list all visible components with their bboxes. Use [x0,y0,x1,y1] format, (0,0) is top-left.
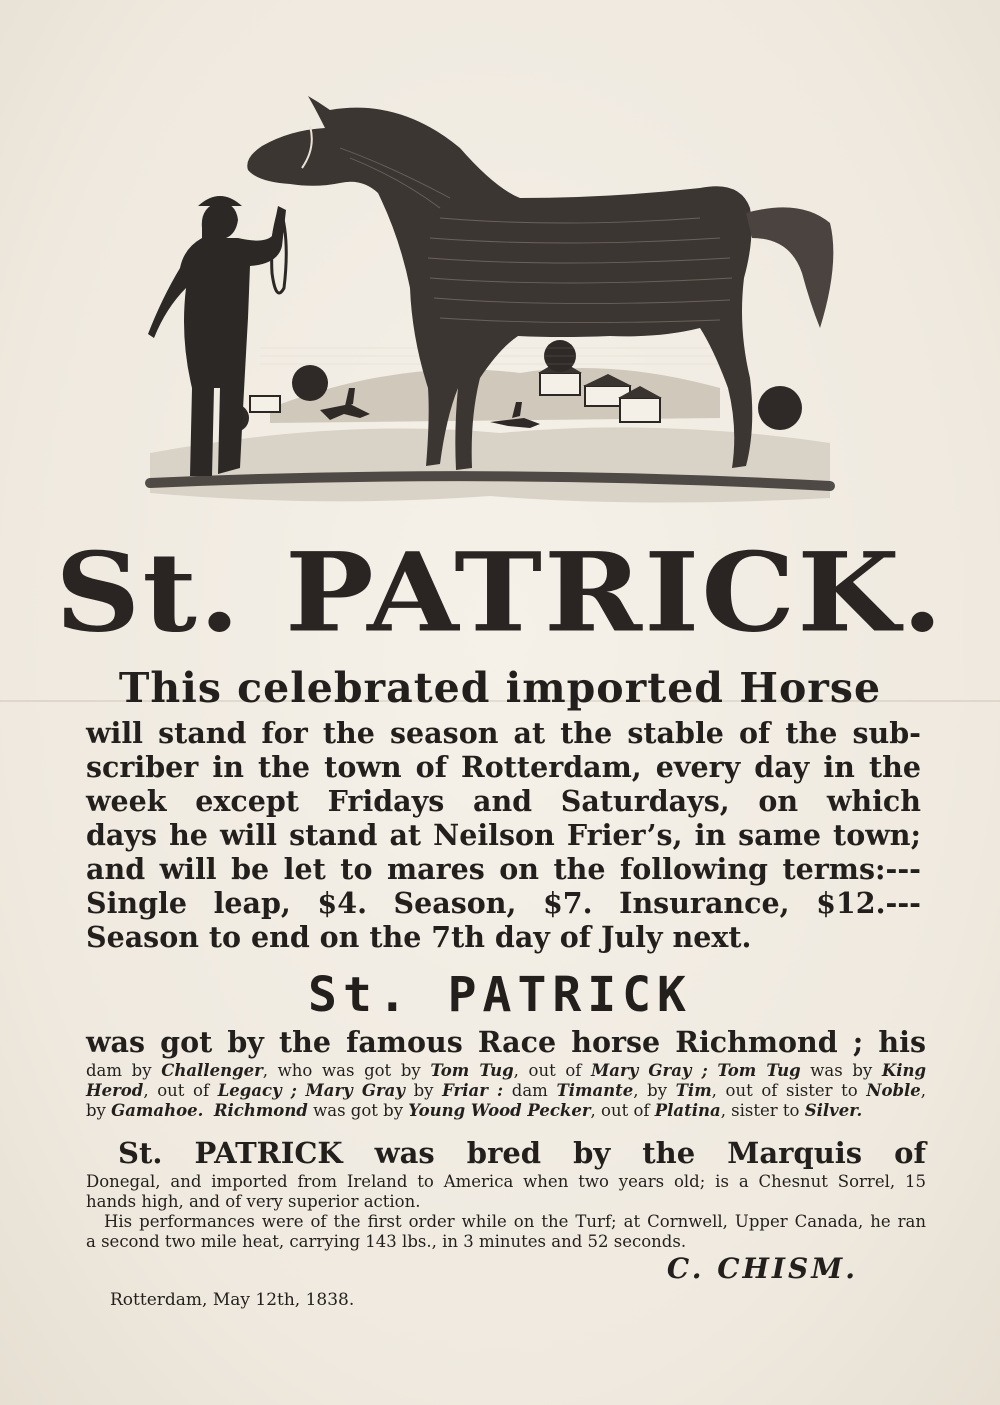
place-date: Rotterdam, May 12th, 1838. [110,1290,355,1310]
bred-line: St. PATRICK was bred by the Marquis of [118,1136,926,1170]
text-line: Single leap, $4. Season, $7. Insurance, $12.--- [86,886,921,920]
stand-terms-paragraph [86,716,921,954]
headline: This celebrated imported Horse [118,664,882,712]
text-line: hands high, and of very superior action. [86,1192,421,1211]
text-line: week except Fridays and Saturdays, on which [86,784,921,818]
text-line: a second two mile heat, carrying 143 lbs., in 3 minutes and 52 seconds. [86,1232,687,1251]
pedigree-line: Herod, out of Legacy ; Mary Gray by Friar : dam Timante, by Tim, out of sister to Noble, [86,1081,927,1100]
text-line: will stand for the season at the stable of the sub- [86,716,921,750]
pedigree-line: dam by Challenger, who was got by Tom Tug, out of Mary Gray ; Tom Tug was by King [86,1061,927,1080]
text-line: and will be let to mares on the following terms:--- [86,852,921,886]
poster-title: St. PATRICK. [55,528,945,657]
text-line: scriber in the town of Rotterdam, every day in the [86,750,921,784]
pedigree-line: by Gamahoe. Richmond was got by Young Wood Pecker, out of Platina, sister to Silver. [86,1101,863,1120]
text-line: Season to end on the 7th day of July next. [86,920,752,954]
signature: C. CHISM. [666,1252,858,1285]
text-line: His performances were of the first order while on the Turf; at Cornwell, Upper Canada, he ran [104,1212,926,1231]
bred-paragraph [86,1172,926,1252]
sire-line: was got by the famous Race horse Richmond ; his [86,1025,926,1059]
text-line: days he will stand at Neilson Frier’s, in same town; [86,818,921,852]
second-title: St. PATRICK [308,967,692,1023]
horse-woodcut-illustration [140,88,840,523]
text-line: Donegal, and imported from Ireland to America when two years old; is a Chesnut Sorrel, 15 [86,1172,926,1191]
pedigree-paragraph [86,1061,926,1121]
